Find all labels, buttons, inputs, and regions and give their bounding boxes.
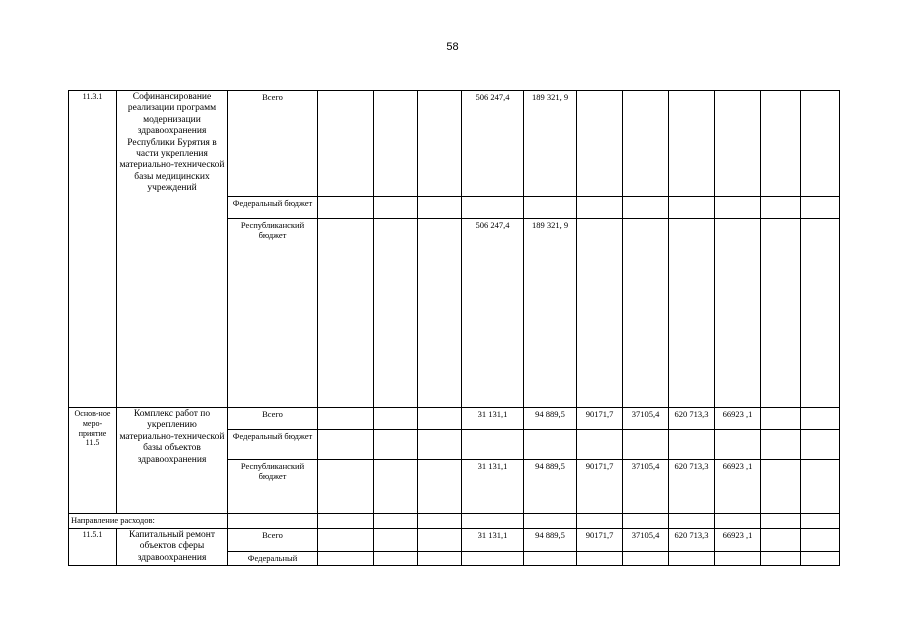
cell [524,514,577,529]
value-cell: 66923 ,1 [715,460,761,514]
cell [418,430,462,460]
table-row [69,91,840,197]
page-number: 58 [446,41,459,53]
cell [623,91,669,197]
value-cell: 620 713,3 [669,408,715,430]
value-cell: 31 131,1 [462,408,524,430]
cell [715,197,761,219]
value-cell: 37105,4 [623,529,669,552]
cell [318,408,374,430]
measure-name-11-5: Комплекс работ по укреплению материально-технической базы объектов здравоохранения [117,408,228,514]
value-cell: 94 889,5 [524,460,577,514]
cell [228,514,318,529]
budget-table [68,90,840,566]
cell [801,529,840,552]
cell [761,460,801,514]
cell [801,514,840,529]
cell [318,219,374,408]
cell [462,551,524,565]
cell [623,551,669,565]
cell [801,430,840,460]
row-code-11-5: Основ-ное меро-приятие 11.5 [69,408,117,514]
cell [418,529,462,552]
cell [462,514,524,529]
cell [801,91,840,197]
cell [318,460,374,514]
cell [761,430,801,460]
source-federal: Федеральный [228,551,318,565]
source-republican: Республиканский бюджет [228,460,318,514]
cell [462,197,524,219]
measure-name-11-5-1: Капитальный ремонт объектов сферы здравоохранения [117,529,228,566]
cell [577,197,623,219]
value-cell: 90171,7 [577,460,623,514]
source-total: Всего [228,529,318,552]
cell [761,408,801,430]
value-cell: 94 889,5 [524,529,577,552]
cell [623,197,669,219]
row-code-11-3-1: 11.3.1 [69,91,117,408]
value-cell: 189 321, 9 [524,91,577,197]
value-cell: 31 131,1 [462,460,524,514]
cell [318,551,374,565]
cell [761,529,801,552]
cell [715,430,761,460]
cell [669,91,715,197]
cell [462,430,524,460]
cell [801,219,840,408]
expense-direction-label: Направление расходов: [69,514,228,529]
cell [577,430,623,460]
cell [761,219,801,408]
source-total: Всего [228,91,318,197]
table-row [69,529,840,552]
cell [577,91,623,197]
table-row [69,408,840,430]
value-cell: 31 131,1 [462,529,524,552]
cell [669,551,715,565]
cell [577,514,623,529]
cell [318,91,374,197]
cell [715,551,761,565]
value-cell: 506 247,4 [462,91,524,197]
cell [623,219,669,408]
value-cell: 37105,4 [623,460,669,514]
cell [669,219,715,408]
cell [418,408,462,430]
value-cell: 94 889,5 [524,408,577,430]
cell [374,197,418,219]
cell [374,430,418,460]
value-cell: 66923 ,1 [715,408,761,430]
cell [715,219,761,408]
cell [374,460,418,514]
cell [418,460,462,514]
cell [418,551,462,565]
source-republican: Республиканский бюджет [228,219,318,408]
cell [318,430,374,460]
value-cell: 506 247,4 [462,219,524,408]
cell [715,514,761,529]
cell [801,551,840,565]
cell [577,219,623,408]
value-cell: 189 321, 9 [524,219,577,408]
cell [761,551,801,565]
cell [669,430,715,460]
cell [761,514,801,529]
cell [669,197,715,219]
cell [418,197,462,219]
value-cell: 620 713,3 [669,529,715,552]
value-cell: 37105,4 [623,408,669,430]
cell [801,408,840,430]
cell [418,514,462,529]
cell [374,219,418,408]
cell [318,529,374,552]
cell [374,408,418,430]
cell [524,430,577,460]
cell [577,551,623,565]
cell [318,514,374,529]
cell [318,197,374,219]
cell [669,514,715,529]
cell [715,91,761,197]
cell [374,91,418,197]
row-code-11-5-1: 11.5.1 [69,529,117,566]
cell [524,551,577,565]
cell [761,91,801,197]
table-row [69,514,840,529]
measure-name-11-3-1: Софинансирование реализации программ модернизации здравоохранения Республики Бурятия в части укрепления материально-технической базы медицинских учреждений [117,91,228,408]
source-federal: Федеральный бюджет [228,197,318,219]
cell [623,514,669,529]
cell [418,219,462,408]
cell [418,91,462,197]
source-federal: Федеральный бюджет [228,430,318,460]
cell [374,551,418,565]
value-cell: 66923 ,1 [715,529,761,552]
value-cell: 90171,7 [577,408,623,430]
value-cell: 620 713,3 [669,460,715,514]
cell [801,197,840,219]
value-cell: 90171,7 [577,529,623,552]
cell [623,430,669,460]
cell [524,197,577,219]
cell [374,529,418,552]
cell [761,197,801,219]
cell [801,460,840,514]
cell [374,514,418,529]
source-total: Всего [228,408,318,430]
